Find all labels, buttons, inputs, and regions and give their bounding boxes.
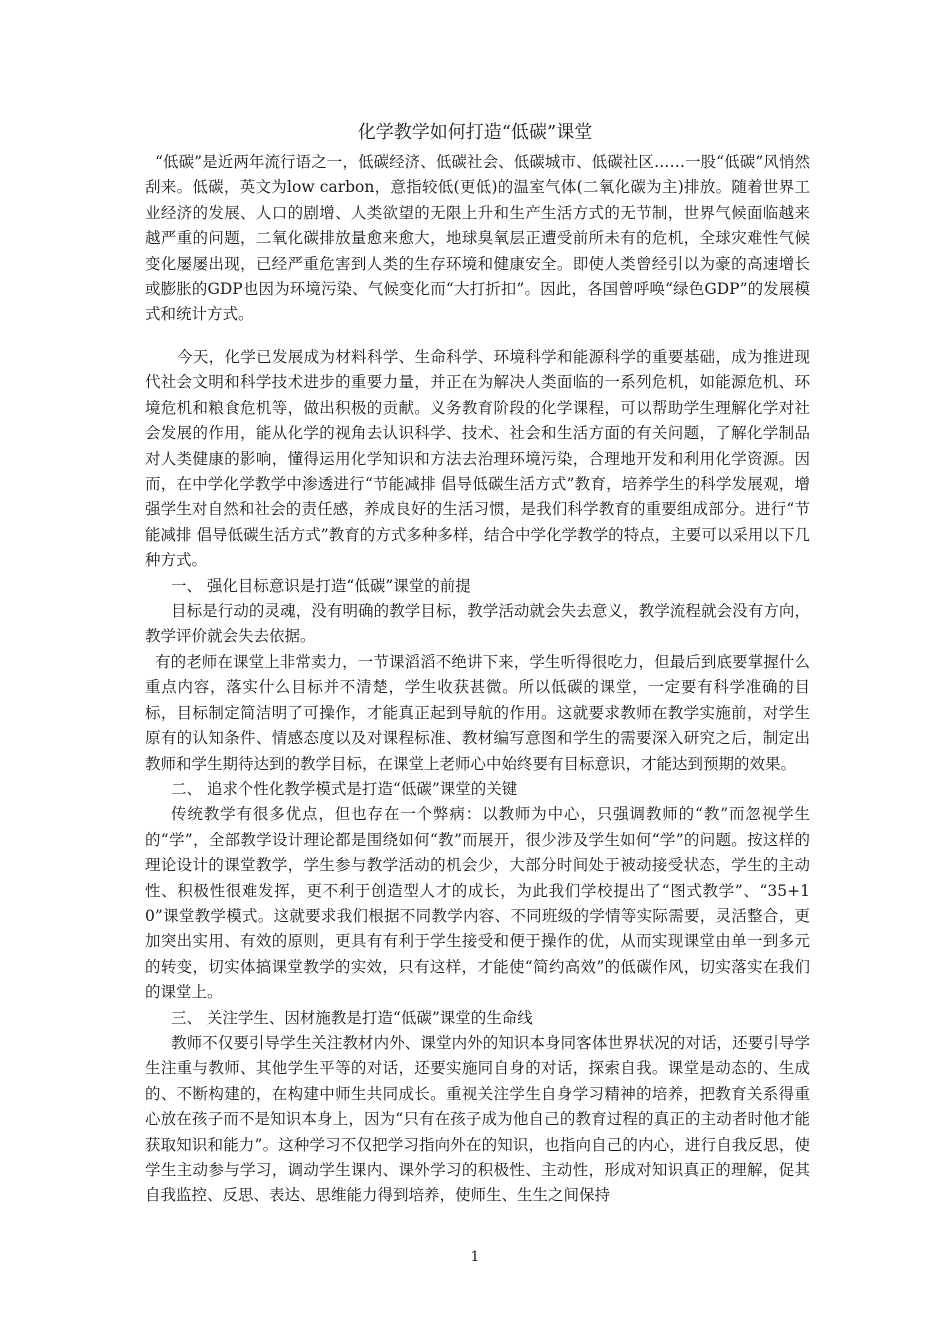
section-2-paragraph-1: 传统教学有很多优点，但也存在一个弊病：以教师为中心，只强调教师的“教”而忽视学生的“学”，全部教学设计理论都是围绕如何“教”而展开，很少涉及学生如何“学”的问题。按这样的理论设计的课堂教学，学生参与教学活动的机会少，大部分时间处于被动接受状态，学生的主动性、积极性很难发挥，更不利于创造型人才的成长，为此我们学校提出了“图式教学”、“35+10”课堂教学模式。这就要求我们根据不同教学内容、不同班级的学情等实际需要，灵活整合，更加突出实用、有效的原则，更具有有利于学生接受和便于操作的优，从而实现课堂由单一到多元的转变，切实体搞课堂教学的实效，只有这样，才能使“简约高效”的低碳作风，切实落实在我们的课堂上。: [145, 805, 810, 1002]
section-heading-1: 一、 强化目标意识是打造“低碳”课堂的前提: [171, 576, 471, 595]
section-3-paragraph-1: 教师不仅要引导学生关注教材内外、课堂内外的知识本身同客体世界状况的对话，还要引导学生注重与教师、其他学生平等的对话，还要实施同自身的对话，探索自我。课堂是动态的、生成的、不断构建的，在构建中师生共同成长。重视关注学生自身学习精神的培养，把教育关系得重心放在孩子而不是知识本身上，因为“只有在孩子成为他自己的教育过程的真正的主动者时他才能获取知识和能力”。这种学习不仅把学习指向外在的知识，也指向自己的内心，进行自我反思，使学生主动参与学习，调动学生课内、课外学习的积极性、主动性，形成对知识真正的理解，促其自我监控、反思、表达、思维能力得到培养，使师生、生生之间保持: [145, 1033, 810, 1205]
section-heading-3: 三、 关注学生、因材施教是打造“低碳”课堂的生命线: [171, 1008, 533, 1027]
section-1-paragraph-2: 有的老师在课堂上非常卖力，一节课滔滔不绝讲下来，学生听得很吃力，但最后到底要掌握什么重点内容，落实什么目标并不清楚，学生收获甚微。所以低碳的课堂，一定要有科学准确的目标，目标制定简洁明了可操作，才能真正起到导航的作用。这就要求教师在教学实施前，对学生原有的认知条件、情感态度以及对课程标准、教材编写意图和学生的需要深入研究之后，制定出教师和学生期待达到的教学目标，在课堂上老师心中始终要有目标意识，才能达到预期的效果。: [145, 652, 810, 773]
section-1-paragraph-1: 目标是行动的灵魂，没有明确的教学目标，教学活动就会失去意义，教学流程就会没有方向，教学评价就会失去依据。: [145, 602, 810, 646]
document-title: 化学教学如何打造“低碳”课堂: [357, 122, 593, 143]
page-number: 1: [470, 1249, 480, 1265]
intro-paragraph: “低碳”是近两年流行语之一，低碳经济、低碳社会、低碳城市、低碳社区……一股“低碳”风悄然刮来。低碳，英文为low carbon，意指较低(更低)的温室气体(二氧化碳为主)排放。随着世界工业经济的发展、人口的剧增、人类欲望的无限上升和生产生活方式的无节制，世界气候面临越来越严重的问题，二氧化碳排放量愈来愈大，地球臭氧层正遭受前所未有的危机，全球灾难性气候变化屡屡出现，已经严重危害到人类的生存环境和健康安全。即使人类曾经引以为豪的高速增长或膨胀的GDP也因为环境污染、气候变化而“大打折扣”。因此，各国曾呼唤“绿色GDP”的发展模式和统计方式。: [145, 153, 810, 324]
main-section: [145, 345, 810, 1209]
body-paragraph: 今天，化学已发展成为材料科学、生命科学、环境科学和能源科学的重要基础，成为推进现代社会文明和科学技术进步的重要力量，并正在为解决人类面临的一系列危机，如能源危机、环境危机和粮食危机等，做出积极的贡献。义务教育阶段的化学课程，可以帮助学生理解化学对社会发展的作用，能从化学的视角去认识科学、技术、社会和生活方面的有关问题，了解化学制品对人类健康的影响，懂得运用化学知识和方法去治理环境污染，合理地开发和利用化学资源。因而，在中学化学教学中渗透进行“节能减排 倡导低碳生活方式”教育，培养学生的科学发展观，增强学生对自然和社会的责任感，养成良好的生活习惯，是我们科学教育的重要组成部分。进行“节能减排 倡导低碳生活方式”教育的方式多种多样，结合中学化学教学的特点，主要可以采用以下几种方式。: [145, 348, 810, 570]
section-heading-2: 二、 追求个性化教学模式是打造“低碳”课堂的关键: [171, 779, 518, 798]
intro-section: [145, 150, 810, 328]
